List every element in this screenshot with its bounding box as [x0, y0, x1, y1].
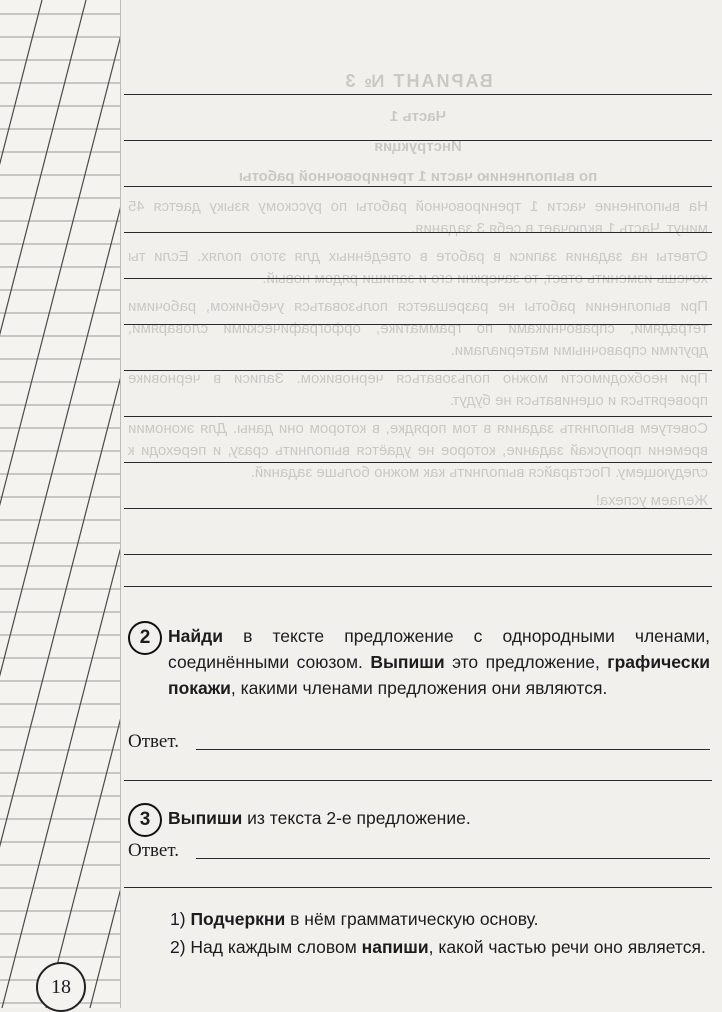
margin-slant-line	[0, 0, 86, 1008]
margin-slant-line	[0, 0, 120, 1008]
subtask-2-verb: напиши	[361, 937, 429, 957]
writing-line	[124, 554, 712, 555]
ghost-paragraph: При выполнении работы не разрешается пользоваться учебником, рабочими тетрадями, справочниками по грамматике, орфографическими словарями, другими справочными материалами.	[128, 298, 708, 359]
task-number-badge: 2	[128, 621, 162, 655]
ghost-paragraph: На выполнение части 1 тренировочной работы по русскому языку дается 45 минут. Часть 1 включает в себя 3 задания.	[128, 198, 708, 237]
writing-line	[124, 324, 712, 325]
writing-line	[124, 508, 712, 509]
answer-label: Ответ.	[128, 840, 179, 861]
margin-slant-line	[2, 0, 120, 1008]
answer-line[interactable]	[124, 780, 712, 781]
margin-slant-line	[0, 0, 120, 1008]
task-2	[128, 621, 710, 701]
ruled-margin	[0, 0, 121, 1008]
margin-slant-line	[90, 0, 120, 1008]
ghost-part: Часть 1	[389, 108, 447, 125]
margin-slant-line	[0, 0, 120, 1008]
task-2-verb-find: Найди	[168, 626, 223, 646]
ghost-paragraph: При необходимости можно пользоваться черновиком. Записи в черновике проверяться и оцениваться не будут.	[128, 370, 708, 409]
writing-line	[124, 94, 712, 95]
show-through-text	[128, 70, 708, 518]
ghost-paragraph: Ответы на задания записи в работе в отведённых для этого полях. Если ты хочешь изменить ответ, то зачеркни его и запиши рядом новый.	[128, 248, 708, 287]
margin-ruling	[0, 0, 120, 1008]
writing-line	[124, 586, 712, 587]
writing-line	[124, 186, 712, 187]
task-number-badge: 3	[128, 803, 162, 837]
subtask-1: 1) Подчеркни в нём грамматическую основу.	[170, 909, 539, 929]
task-2-verb-write: Выпиши	[370, 652, 445, 672]
ghost-title: ВАРИАНТ № 3	[343, 71, 493, 91]
writing-line	[124, 232, 712, 233]
margin-slant-line	[0, 0, 42, 1008]
task-2-text: Найди в тексте предложение с однородными членами, соединёнными союзом. Выпиши это предложение, графически покажи, какими членами предложения они являются.	[168, 626, 710, 698]
margin-slant-line	[46, 0, 120, 1008]
answer-line[interactable]	[196, 858, 710, 859]
writing-line	[124, 140, 712, 141]
writing-line	[124, 462, 712, 463]
answer-label: Ответ.	[128, 731, 179, 752]
task-2-verb-show: графически покажи	[168, 652, 710, 698]
writing-line	[124, 370, 712, 371]
subtask-1-verb: Подчеркни	[190, 909, 286, 929]
answer-line[interactable]	[196, 749, 710, 750]
ghost-paragraph: Желаем успеха!	[595, 492, 708, 509]
task-3-text: Выпиши из текста 2-е предложение.	[168, 808, 471, 828]
subtask-2: 2) Над каждым словом напиши, какой частью речи оно является.	[170, 937, 706, 957]
task-3-verb-write: Выпиши	[168, 808, 243, 828]
page-number: 18	[36, 962, 86, 1012]
writing-line	[124, 416, 712, 417]
ghost-paragraph: Советуем выполнять задания в том порядке, в котором они даны. Для экономии времени пропускай задание, которое не удаётся выполнить сразу, и переходи к следующему. Постарайся выполнить как можно больше заданий.	[128, 420, 708, 481]
ghost-subheading: по выполнению части 1 тренировочной работы	[238, 168, 598, 185]
writing-line	[124, 278, 712, 279]
answer-line[interactable]	[124, 887, 712, 888]
task-3	[128, 803, 710, 837]
ghost-heading: Инструкция	[374, 138, 462, 155]
